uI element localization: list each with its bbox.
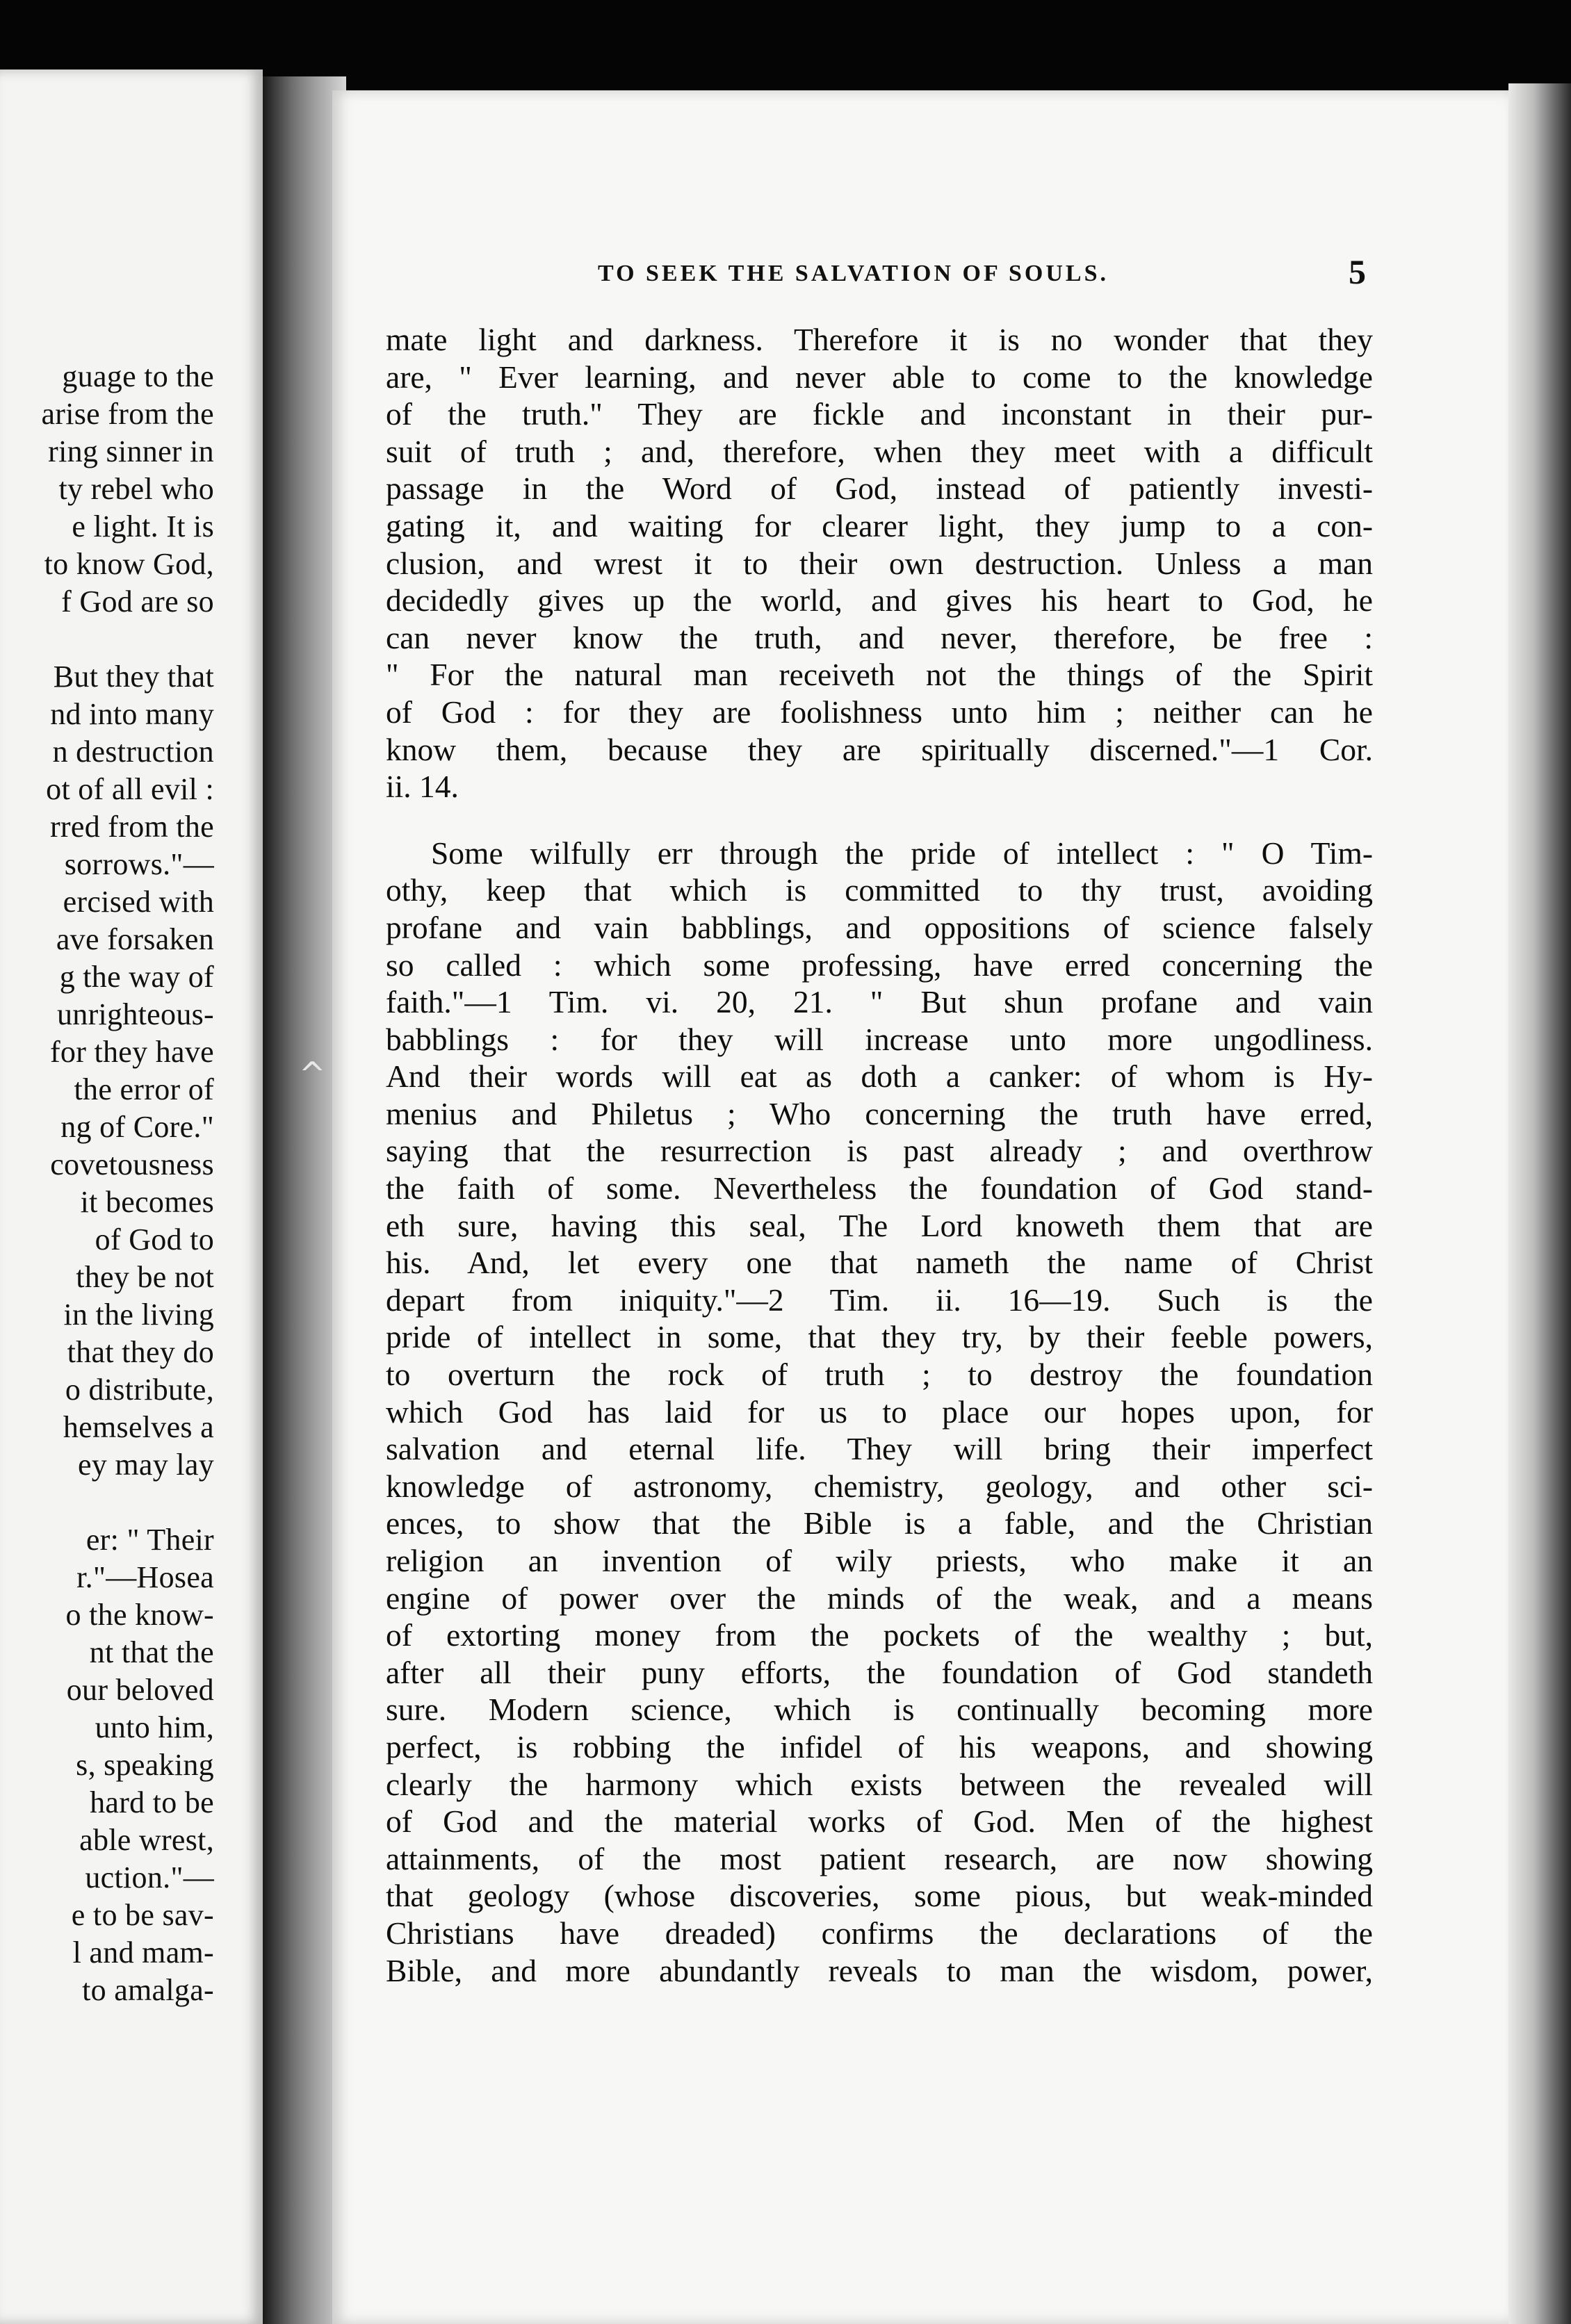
body-line: after all their puny efforts, the foundation of God standeth bbox=[386, 1654, 1373, 1690]
body-line: perfect, is robbing the infidel of his weapons, and showing bbox=[386, 1728, 1373, 1765]
previous-page-line: the error of bbox=[74, 1072, 214, 1106]
body-line: saying that the resurrection is past already ; and overthrow bbox=[386, 1133, 1373, 1169]
body-line: pride of intellect in some, that they try, by their feeble powers, bbox=[386, 1319, 1373, 1355]
body-line: othy, keep that which is committed to thy trust, avoiding bbox=[386, 872, 1373, 908]
previous-page-line: hemselves a bbox=[63, 1410, 214, 1444]
body-line: passage in the Word of God, instead of patiently investi- bbox=[386, 470, 1373, 507]
previous-page-line: l and mam- bbox=[72, 1936, 214, 1970]
body-line: sure. Modern science, which is continually becoming more bbox=[386, 1692, 1373, 1728]
previous-page-line: er: " Their bbox=[86, 1523, 214, 1557]
body-line: to overturn the rock of truth ; to destroy the foundation bbox=[386, 1357, 1373, 1393]
body-line: ences, to show that the Bible is a fable, and the Christian bbox=[386, 1505, 1373, 1541]
previous-page-line: ey may lay bbox=[77, 1448, 214, 1482]
previous-page-line: f God are so bbox=[61, 584, 214, 619]
body-line: clusion, and wrest it to their own destruction. Unless a man bbox=[386, 545, 1373, 581]
body-line: clearly the harmony which exists between the revealed will bbox=[386, 1766, 1373, 1802]
body-line: Some wilfully err through the pride of intellect : " O Tim- bbox=[431, 835, 1373, 871]
body-line: knowledge of astronomy, chemistry, geology, and other sci- bbox=[386, 1468, 1373, 1504]
previous-page-line: arise from the bbox=[41, 397, 214, 431]
paragraph-gap bbox=[0, 621, 214, 658]
body-line: mate light and darkness. Therefore it is no wonder that they bbox=[386, 322, 1373, 357]
body-line: attainments, of the most patient research, are now showing bbox=[386, 1840, 1373, 1876]
previous-page-line: s, speaking bbox=[76, 1748, 214, 1782]
previous-page-line: e to be sav- bbox=[71, 1898, 214, 1932]
body-line: engine of power over the minds of the weak, and a means bbox=[386, 1580, 1373, 1616]
body-line: his. And, let every one that nameth the name of Christ bbox=[386, 1245, 1373, 1281]
body-line: of God and the material works of God. Men of the highest bbox=[386, 1803, 1373, 1840]
running-head: TO SEEK THE SALVATION OF SOULS. bbox=[598, 261, 1109, 286]
body-line: religion an invention of wily priests, who make it an bbox=[386, 1543, 1373, 1578]
gutter-mark: ^ bbox=[299, 1055, 326, 1093]
previous-page-line: hard to be bbox=[90, 1785, 214, 1819]
previous-page-line: in the living bbox=[63, 1298, 214, 1332]
body-line: Bible, and more abundantly reveals to man the wisdom, power, bbox=[386, 1952, 1373, 1988]
previous-page-line: to amalga- bbox=[82, 1973, 214, 2007]
page-number: 5 bbox=[1349, 252, 1366, 291]
previous-page-line: they be not bbox=[76, 1260, 214, 1294]
previous-page-line: ty rebel who bbox=[58, 472, 214, 506]
previous-page-line: nt that the bbox=[89, 1635, 214, 1669]
body-line: menius and Philetus ; Who concerning the truth have erred, bbox=[386, 1095, 1373, 1131]
body-line: salvation and eternal life. They will bring their imperfect bbox=[386, 1431, 1373, 1467]
paragraph-gap bbox=[386, 805, 1373, 835]
previous-page-text bbox=[0, 358, 214, 2009]
previous-page-line: for they have bbox=[49, 1035, 214, 1069]
body-line: Christians have dreaded) confirms the declarations of the bbox=[386, 1915, 1373, 1951]
previous-page-line: ave forsaken bbox=[56, 922, 214, 956]
previous-page-line: o distribute, bbox=[65, 1373, 214, 1407]
previous-page-line: covetousness bbox=[50, 1147, 214, 1181]
body-line: of the truth." They are fickle and inconstant in their pur- bbox=[386, 396, 1373, 432]
page-body-text bbox=[386, 321, 1373, 1989]
body-line: babblings : for they will increase unto more ungodliness. bbox=[386, 1021, 1373, 1057]
body-line: ii. 14. bbox=[386, 769, 459, 805]
body-line: gating it, and waiting for clearer light, they jump to a con- bbox=[386, 507, 1373, 543]
previous-page-line: able wrest, bbox=[79, 1823, 214, 1857]
body-line: " For the natural man receiveth not the things of the Spirit bbox=[386, 657, 1373, 693]
previous-page-line: rred from the bbox=[49, 810, 214, 844]
body-line: know them, because they are spiritually discerned."—1 Cor. bbox=[386, 731, 1373, 767]
previous-page-line: n destruction bbox=[52, 735, 214, 769]
body-line: eth sure, having this seal, The Lord knoweth them that are bbox=[386, 1207, 1373, 1243]
body-line: of God : for they are foolishness unto him ; neither can he bbox=[386, 694, 1373, 730]
previous-page-line: sorrows."— bbox=[64, 847, 214, 881]
body-line: profane and vain babblings, and oppositions of science falsely bbox=[386, 909, 1373, 945]
body-line: decidedly gives up the world, and gives his heart to God, he bbox=[386, 582, 1373, 619]
body-line: so called : which some professing, have erred concerning the bbox=[386, 947, 1373, 983]
previous-page-line: of God to bbox=[95, 1222, 214, 1257]
body-line: are, " Ever learning, and never able to come to the knowledge bbox=[386, 359, 1373, 395]
body-line: suit of truth ; and, therefore, when they meet with a difficult bbox=[386, 433, 1373, 469]
previous-page-fragment bbox=[0, 69, 263, 2324]
previous-page-line: uction."— bbox=[85, 1860, 214, 1895]
previous-page-line: But they that bbox=[53, 660, 214, 694]
body-line: that geology (whose discoveries, some pious, but weak-minded bbox=[386, 1878, 1373, 1914]
body-line: which God has laid for us to place our hopes upon, for bbox=[386, 1393, 1373, 1430]
previous-page-line: guage to the bbox=[62, 359, 214, 393]
previous-page-line: ng of Core." bbox=[60, 1110, 214, 1144]
previous-page-line: r."—Hosea bbox=[76, 1560, 214, 1594]
body-line: depart from iniquity."—2 Tim. ii. 16—19. Such is the bbox=[386, 1282, 1373, 1318]
previous-page-line: g the way of bbox=[59, 960, 214, 994]
paragraph-gap bbox=[0, 1484, 214, 1521]
previous-page-line: our beloved bbox=[66, 1673, 214, 1707]
previous-page-line: unto him, bbox=[95, 1710, 214, 1744]
body-line: faith."—1 Tim. vi. 20, 21. " But shun profane and vain bbox=[386, 984, 1373, 1020]
previous-page-line: ercised with bbox=[63, 885, 214, 919]
previous-page-line: that they do bbox=[67, 1335, 214, 1369]
previous-page-line: e light. It is bbox=[72, 509, 214, 543]
previous-page-line: unrighteous- bbox=[56, 997, 214, 1031]
body-line: the faith of some. Nevertheless the foundation of God stand- bbox=[386, 1170, 1373, 1206]
body-line: of extorting money from the pockets of the wealthy ; but, bbox=[386, 1617, 1373, 1653]
body-line: can never know the truth, and never, therefore, be free : bbox=[386, 619, 1373, 655]
previous-page-line: it becomes bbox=[80, 1185, 214, 1219]
previous-page-line: nd into many bbox=[50, 697, 214, 731]
previous-page-line: ot of all evil : bbox=[46, 772, 214, 806]
previous-page-line: ring sinner in bbox=[48, 434, 214, 468]
page-right-edge bbox=[1508, 83, 1571, 2324]
previous-page-line: to know God, bbox=[44, 547, 214, 581]
body-line: And their words will eat as doth a canker: of whom is Hy- bbox=[386, 1058, 1373, 1095]
previous-page-line: o the know- bbox=[65, 1598, 214, 1632]
